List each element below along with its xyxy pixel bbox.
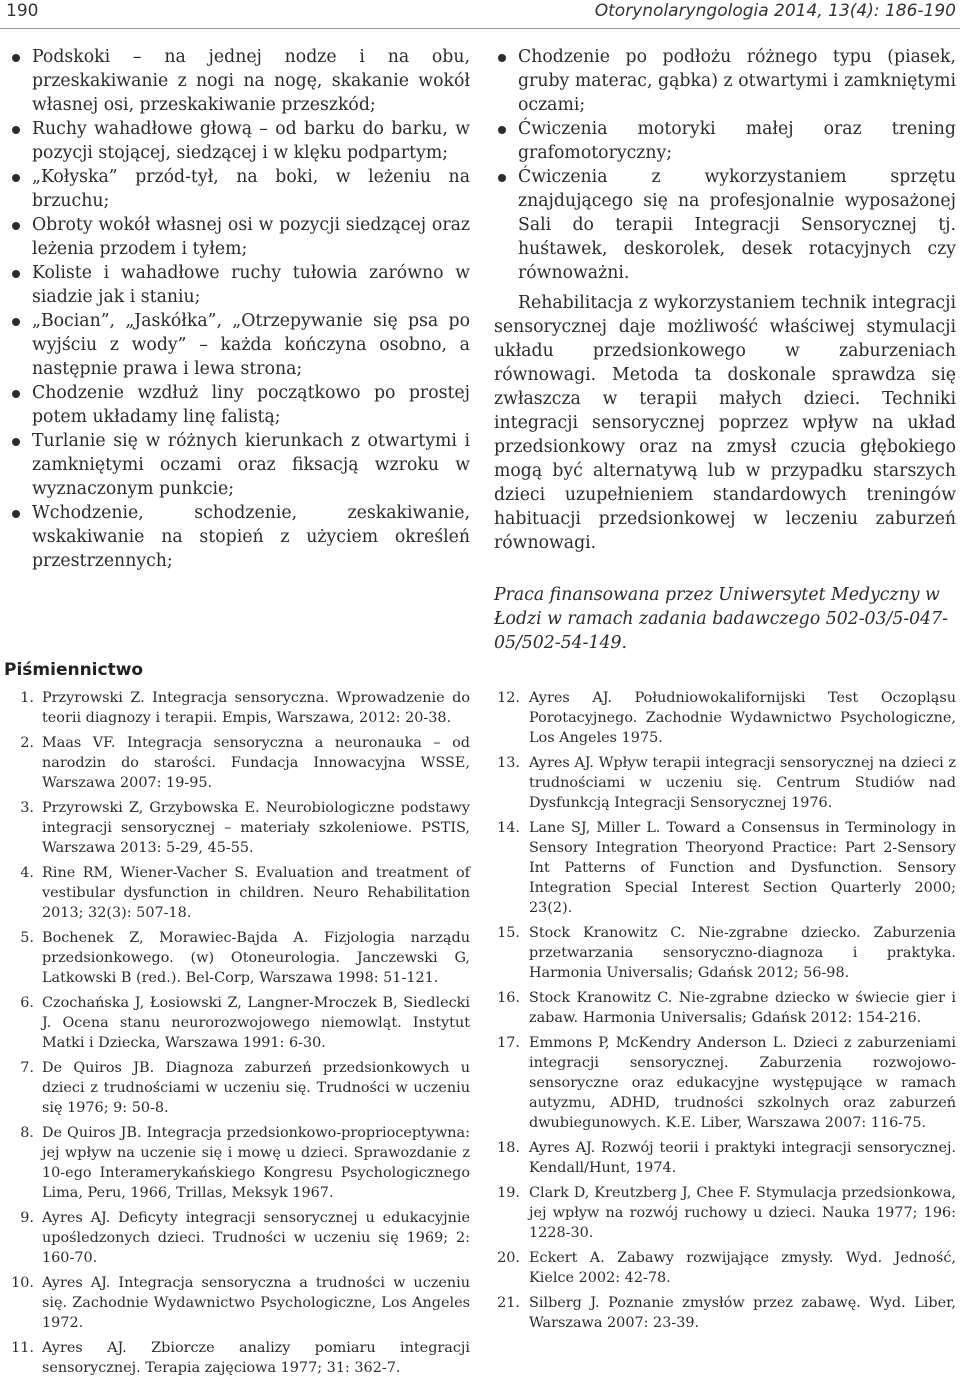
- reference-item: [8, 1338, 470, 1378]
- reference-number: 19.: [497, 1185, 520, 1201]
- reference-text: Przyrowski Z. Integracja sensoryczna. Wprowadzenie do teorii diagnozy i terapii. Empis, Warszawa, 2012: 20-38.: [42, 690, 470, 726]
- reference-item: [494, 688, 956, 748]
- reference-item: [494, 988, 956, 1028]
- reference-number: 5.: [20, 930, 34, 946]
- reference-number: 10.: [11, 1275, 34, 1291]
- reference-text: Ayres AJ. Deficyty integracji sensorycznej u edukacyjnie upośledzonych dzieci. Trudności w uczeniu się 1969; 2: 160-70.: [42, 1210, 470, 1266]
- reference-item: [8, 1273, 470, 1333]
- reference-number: 14.: [497, 820, 520, 836]
- reference-number: 21.: [497, 1295, 520, 1311]
- reference-text: Bochenek Z, Morawiec-Bajda A. Fizjologia narządu przedsionkowego. (w) Otoneurologia. Janczewski G, Latkowski B (red.). Bel-Corp, Warszawa 1998: 51-121.: [42, 930, 470, 986]
- list-item: Ćwiczenia z wykorzystaniem sprzętu znajdującego się na profesjonalnie wyposażonej Sali do terapii Integracji Sensorycznej tj. huśtawek, deskorolek, desek rotacyjnych czy równoważni.: [494, 165, 956, 285]
- reference-number: 16.: [497, 990, 520, 1006]
- reference-number: 11.: [11, 1340, 34, 1356]
- reference-text: Ayres AJ. Południowokalifornijski Test Oczopląsu Porotacyjnego. Zachodnie Wydawnictwo Psychologiczne, Los Angeles 1975.: [529, 690, 956, 746]
- reference-number: 13.: [497, 755, 520, 771]
- reference-item: [494, 1138, 956, 1178]
- reference-item: [494, 753, 956, 813]
- reference-text: Maas VF. Integracja sensoryczna a neuronauka – od narodzin do starości. Fundacja Innowacyjna WSSE, Warszawa 2007: 19-95.: [42, 735, 470, 791]
- list-item: Ćwiczenia motoryki małej oraz trening grafomotoryczny;: [494, 117, 956, 165]
- reference-text: Ayres AJ. Wpływ terapii integracji sensorycznej na dzieci z trudnościami w uczeniu się. Centrum Studiów nad Dysfunkcją Integracji Sensorycznej 1976.: [529, 755, 956, 811]
- reference-list: [8, 688, 470, 1378]
- conclusion-paragraph: Rehabilitacja z wykorzystaniem technik integracji sensorycznej daje możliwość właściwej stymulacji układu przedsionkowego w zaburzeniach równowagi. Metoda ta doskonale sprawdza się zwłaszcza w terapii małych dzieci. Techniki integracji sensorycznej poprzez wpływ na układ przedsionkowy oraz na zmysł czucia głębokiego mogą być alternatywą lub w przypadku starszych dzieci uzupełnieniem standardowych treningów habituacji przedsionkowej w leczeniu zaburzeń równowagi.: [494, 293, 956, 553]
- reference-text: Silberg J. Poznanie zmysłów przez zabawę. Wyd. Liber, Warszawa 2007: 23-39.: [529, 1295, 956, 1331]
- reference-text: Rine RM, Wiener-Vacher S. Evaluation and treatment of vestibular dysfunction in children. Neuro Rehabilitation 2013; 32(3): 507-18.: [42, 865, 470, 921]
- reference-item: [494, 1183, 956, 1243]
- reference-item: [8, 798, 470, 858]
- reference-text: Czochańska J, Łosiowski Z, Langner-Mroczek B, Siedlecki J. Ocena stanu neurorozwojowego niemowląt. Instytut Matki i Dziecka, Warszawa 1991: 6-30.: [42, 995, 470, 1051]
- reference-text: Ayres AJ. Rozwój teorii i praktyki integracji sensorycznej. Kendall/Hunt, 1974.: [529, 1140, 956, 1176]
- reference-item: [8, 928, 470, 988]
- reference-number: 4.: [20, 865, 34, 881]
- right-column: [494, 45, 956, 655]
- reference-number: 7.: [20, 1060, 34, 1076]
- exercise-list-left: [8, 45, 470, 573]
- reference-item: [8, 688, 470, 728]
- reference-item: [8, 993, 470, 1053]
- reference-text: Emmons P, McKendry Anderson L. Dzieci z zaburzeniami integracji sensorycznej. Zaburzenia rozwojowo-sensoryczne oraz edukacyjne występujące w ramach autyzmu, ADHD, trudności szkolnych oraz zaburzeń dwubiegunowych. K.E. Liber, Warszawa 2007: 116-75.: [529, 1035, 956, 1131]
- reference-item: [8, 1123, 470, 1203]
- list-item: Turlanie się w różnych kierunkach z otwartymi i zamkniętymi oczami oraz fiksacją wzroku w wyznaczonym punkcie;: [8, 429, 470, 501]
- reference-item: [8, 733, 470, 793]
- reference-text: Przyrowski Z, Grzybowska E. Neurobiologiczne podstawy integracji sensorycznej – materiały szkoleniowe. PSTIS, Warszawa 2013: 5-29, 45-55.: [42, 800, 470, 856]
- reference-number: 8.: [20, 1125, 34, 1141]
- reference-number: 2.: [20, 735, 34, 751]
- reference-number: 1.: [20, 690, 34, 706]
- reference-number: 9.: [20, 1210, 34, 1226]
- reference-text: Eckert A. Zabawy rozwijające zmysły. Wyd. Jedność, Kielce 2002: 42-78.: [529, 1250, 956, 1286]
- reference-item: [8, 1058, 470, 1118]
- reference-item: [494, 1033, 956, 1133]
- reference-number: 6.: [20, 995, 34, 1011]
- reference-text: Stock Kranowitz C. Nie-zgrabne dziecko w świecie gier i zabaw. Harmonia Universalis; Gdańsk 2012: 154-216.: [529, 990, 956, 1026]
- reference-text: Stock Kranowitz C. Nie-zgrabne dziecko. Zaburzenia przetwarzania sensoryczno-diagnoza i praktyka. Harmonia Universalis; Gdańsk 2012; 56-98.: [529, 925, 956, 981]
- reference-text: Ayres AJ. Integracja sensoryczna a trudności w uczeniu się. Zachodnie Wydawnictwo Psychologiczne, Los Angeles 1972.: [42, 1275, 470, 1331]
- list-item: Obroty wokół własnej osi w pozycji siedzącej oraz leżenia przodem i tyłem;: [8, 213, 470, 261]
- reference-number: 12.: [497, 690, 520, 706]
- reference-item: [8, 863, 470, 923]
- exercise-list-right: [494, 45, 956, 285]
- reference-number: 20.: [497, 1250, 520, 1266]
- references-right-column: [494, 688, 956, 1338]
- list-item: Podskoki – na jednej nodze i na obu, przeskakiwanie z nogi na nogę, skakanie wokół własnej osi, przeskakiwanie przeszkód;: [8, 45, 470, 117]
- references-heading: Piśmiennictwo: [4, 660, 144, 680]
- page-header: [0, 0, 960, 29]
- reference-number: 15.: [497, 925, 520, 941]
- reference-item: [494, 1293, 956, 1333]
- reference-item: [494, 1248, 956, 1288]
- reference-item: [494, 818, 956, 918]
- references-left-column: [8, 688, 470, 1383]
- list-item: „Bocian”, „Jaskółka”, „Otrzepywanie się psa po wyjściu z wody” – każda kończyna osobno, a następnie prawa i lewa strona;: [8, 309, 470, 381]
- list-item: Chodzenie wzdłuż liny początkowo po prostej potem układamy linę falistą;: [8, 381, 470, 429]
- reference-number: 3.: [20, 800, 34, 816]
- list-item: Koliste i wahadłowe ruchy tułowia zarówno w siadzie jak i staniu;: [8, 261, 470, 309]
- page-number: 190: [6, 1, 39, 21]
- reference-number: 18.: [497, 1140, 520, 1156]
- list-item: Ruchy wahadłowe głową – od barku do barku, w pozycji stojącej, siedzącej i w klęku podpartym;: [8, 117, 470, 165]
- reference-number: 17.: [497, 1035, 520, 1051]
- list-item: Chodzenie po podłożu różnego typu (piasek, gruby materac, gąbka) z otwartymi i zamkniętymi oczami;: [494, 45, 956, 117]
- list-item: Wchodzenie, schodzenie, zeskakiwanie, wskakiwanie na stopień z użyciem określeń przestrzennych;: [8, 501, 470, 573]
- reference-item: [494, 923, 956, 983]
- list-item: „Kołyska” przód-tył, na boki, w leżeniu na brzuchu;: [8, 165, 470, 213]
- reference-list: [494, 688, 956, 1333]
- reference-text: Ayres AJ. Zbiorcze analizy pomiaru integracji sensorycznej. Terapia zajęciowa 1977; 31: 362-7.: [42, 1340, 470, 1376]
- reference-text: De Quiros JB. Integracja przedsionkowo-proprioceptywna: jej wpływ na uczenie się i mowę u dzieci. Sprawozdanie z 10-ego Interamerykańskiego Kongresu Psychologicznego Lima, Peru, 1966, Trillas, Meksyk 1967.: [42, 1125, 470, 1201]
- reference-item: [8, 1208, 470, 1268]
- reference-text: Clark D, Kreutzberg J, Chee F. Stymulacja przedsionkowa, jej wpływ na rozwój ruchowy u dzieci. Nauka 1977; 196: 1228-30.: [529, 1185, 956, 1241]
- reference-text: Lane SJ, Miller L. Toward a Consensus in Terminology in Sensory Integration Theoryond Practice: Part 2-Sensory Int Patterns of Function and Dysfunction. Sensory Integration Special Interest Section Quarterly 2000; 23(2).: [529, 820, 956, 916]
- funding-note: Praca finansowana przez Uniwersytet Medyczny w Łodzi w ramach zadania badawczego 502-03/5-047-05/502-54-149.: [494, 585, 949, 653]
- left-column: [8, 45, 470, 573]
- reference-text: De Quiros JB. Diagnoza zaburzeń przedsionkowych u dzieci z trudnościami w uczeniu się. Trudności w uczeniu się 1976; 9: 50-8.: [42, 1060, 470, 1116]
- journal-citation: Otorynolaryngologia 2014, 13(4): 186-190: [594, 1, 956, 21]
